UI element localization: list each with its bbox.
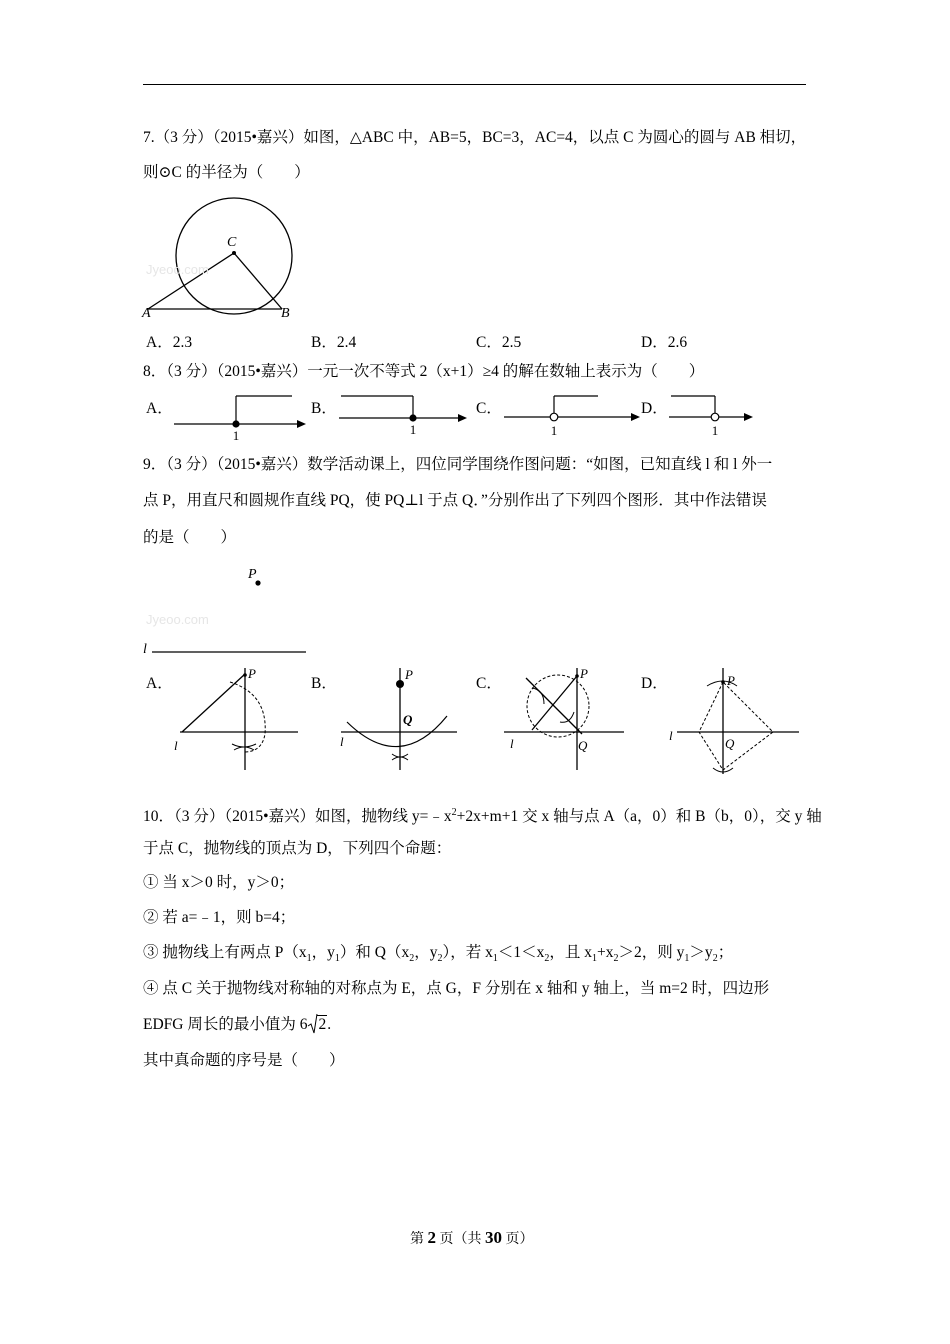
q7-option-d[interactable]: D．2.6 — [641, 334, 688, 351]
q7-figure — [140, 195, 310, 325]
q7-label-b: B — [281, 306, 290, 321]
q8-option-b-numberline — [335, 388, 475, 444]
q9-c-label-l: l — [510, 736, 514, 751]
q7-option-c[interactable]: C．2.5 — [476, 334, 522, 351]
header-rule — [143, 84, 806, 85]
q9-c-label-q: Q — [578, 738, 588, 753]
q9-option-c[interactable]: C． — [476, 675, 502, 692]
q10-question: 其中真命题的序号是（ ） — [143, 1052, 345, 1069]
q9-stem-line3: 的是（ ） — [143, 529, 237, 546]
q8-option-c[interactable]: C． — [476, 400, 502, 417]
q9-option-a[interactable]: A． — [146, 675, 173, 692]
q8-option-c-numberline — [500, 388, 650, 444]
q9-a-label-l: l — [174, 738, 178, 753]
q9-option-b[interactable]: B． — [311, 675, 337, 692]
q7-stem-line2: 则⊙C 的半径为（ ） — [143, 164, 310, 181]
q9-option-d[interactable]: D． — [641, 675, 668, 692]
radical-sign-icon — [308, 1014, 318, 1034]
q8-option-a[interactable]: A． — [146, 400, 173, 417]
q7-option-a[interactable]: A．2.3 — [146, 334, 193, 351]
q9-d-label-p: P — [727, 673, 735, 688]
q7-label-c: C — [227, 235, 237, 250]
q9-d-label-q: Q — [725, 736, 735, 751]
q10-proposition-1: ① 当 x＞0 时，y＞0； — [143, 874, 295, 891]
q8-c-tick-label: 1 — [550, 423, 558, 438]
q8-d-tick-label: 1 — [711, 423, 719, 438]
q10-proposition-4-cont: EDFG 周长的最小值为 6 2. — [143, 1016, 332, 1033]
q9-b-label-q: Q — [403, 712, 413, 727]
q10-proposition-3: ③ 抛物线上有两点 $P(x_1$，$y_1$）和 $Q(x_2$，$y_2$），若 $x_1<1<x_2$，且 $x_1+x_2>2$，则 $y_1>y_2$； — [143, 944, 734, 965]
q7-stem-line1: 7.（3 分）（2015•嘉兴）如图，△ABC 中，AB=5，BC=3，AC=4，以点 C 为圆心的圆与 AB 相切， — [143, 129, 807, 146]
q9-option-b-figure — [335, 664, 465, 776]
q9-stem-line2: 点 P，用直尺和圆规作直线 PQ，使 PQ⊥l 于点 Q．”分别作出了下列四个图形．其中作法错误 — [143, 492, 767, 509]
q9-option-d-figure — [665, 664, 805, 776]
q9-d-label-l: l — [669, 728, 673, 743]
q10-proposition-4: ④ 点 C 关于抛物线对称轴的对称点为 E，点 G，F 分别在 x 轴和 y 轴上，当 m=2 时，四边形 — [143, 980, 770, 997]
q8-a-tick-label: 1 — [232, 428, 240, 443]
q8-option-b[interactable]: B． — [311, 400, 337, 417]
q8-stem: 8．（3 分）（2015•嘉兴）一元一次不等式 2（x+1）≥4 的解在数轴上表示为（ ） — [143, 363, 705, 380]
q9-a-label-p: P — [248, 666, 256, 681]
q9-label-l: l — [143, 642, 147, 657]
q9-label-p: P — [248, 567, 257, 582]
q9-option-c-figure — [500, 664, 630, 776]
q9-given-figure — [140, 560, 320, 660]
q7-label-a: A — [142, 306, 151, 321]
q8-option-d-numberline — [665, 388, 765, 444]
watermark-2: Jyeoo.com — [146, 612, 209, 627]
q10-stem-line1: 10．（3 分）（2015•嘉兴）如图，抛物线 $y=﹣x^2+2x+m+1$ 交 x 轴与点 A（a，0）和 B（b，0），交 y 轴 — [143, 807, 822, 826]
watermark: Jyeoo.com — [146, 262, 209, 277]
q8-b-tick-label: 1 — [409, 422, 417, 437]
q9-b-label-l: l — [340, 734, 344, 749]
page-footer: 第 2 页（共 30 页） — [410, 1228, 534, 1247]
q10-stem-line2: 于点 C，抛物线的顶点为 D，下列四个命题： — [143, 840, 452, 857]
q8-option-a-numberline — [170, 388, 310, 444]
q10-proposition-2: ② 若 a=﹣1，则 b=4； — [143, 909, 296, 926]
q9-stem-line1: 9．（3 分）（2015•嘉兴）数学活动课上，四位同学围绕作图问题：“如图，已知直线 l 和 l 外一 — [143, 456, 773, 473]
q7-option-b[interactable]: B．2.4 — [311, 334, 357, 351]
q9-b-label-p: P — [405, 667, 413, 682]
q9-c-label-p: P — [580, 666, 588, 681]
q8-option-d[interactable]: D． — [641, 400, 668, 417]
q9-option-a-figure — [170, 664, 310, 776]
